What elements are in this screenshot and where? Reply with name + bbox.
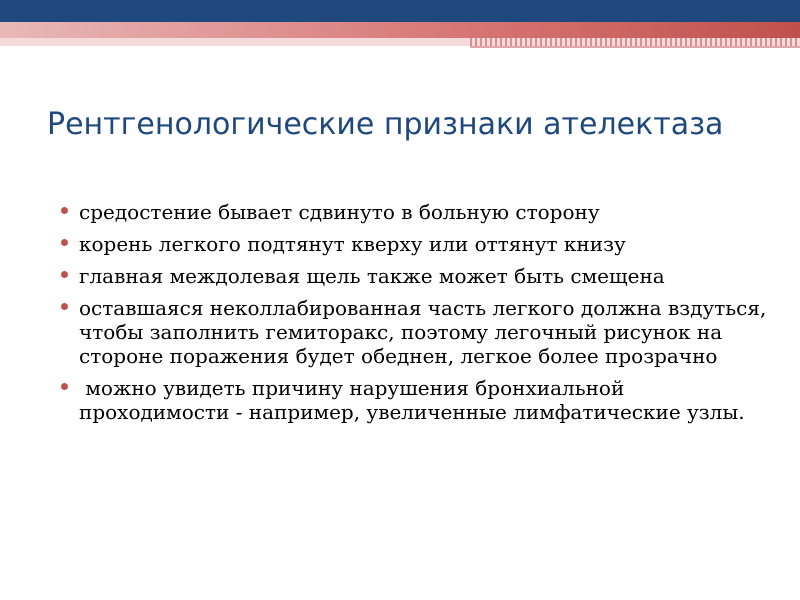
bullet-dot-icon (61, 303, 68, 310)
bullet-text: корень легкого подтянут кверху или оттянут книзу (79, 232, 626, 256)
header-band-blue (0, 0, 800, 22)
bullet-list (59, 200, 774, 432)
slide-title: Рентгенологические признаки ателектаза (47, 107, 724, 142)
bullet-item (59, 200, 774, 224)
bullet-text: оставшаяся неколлабированная часть легкого должна вздуться, чтобы заполнить гемиторакс, поэтому легочный рисунок на стороне поражения будет обеднен, легкое более прозрачно (79, 296, 773, 368)
bullet-text: средостение бывает сдвинуто в больную сторону (79, 200, 600, 224)
header-stripe-pattern (470, 38, 800, 46)
bullet-text: можно увидеть причину нарушения бронхиальной проходимости - например, увеличенные лимфатические узлы. (79, 376, 745, 424)
bullet-dot-icon (61, 239, 68, 246)
bullet-item (59, 232, 774, 256)
bullet-item (59, 296, 774, 368)
bullet-item (59, 376, 774, 424)
header-band-red (0, 22, 800, 38)
bullet-dot-icon (61, 271, 68, 278)
bullet-text: главная междолевая щель также может быть смещена (79, 264, 665, 288)
header-divider-line (470, 46, 800, 48)
bullet-dot-icon (61, 207, 68, 214)
bullet-dot-icon (61, 383, 68, 390)
bullet-item (59, 264, 774, 288)
